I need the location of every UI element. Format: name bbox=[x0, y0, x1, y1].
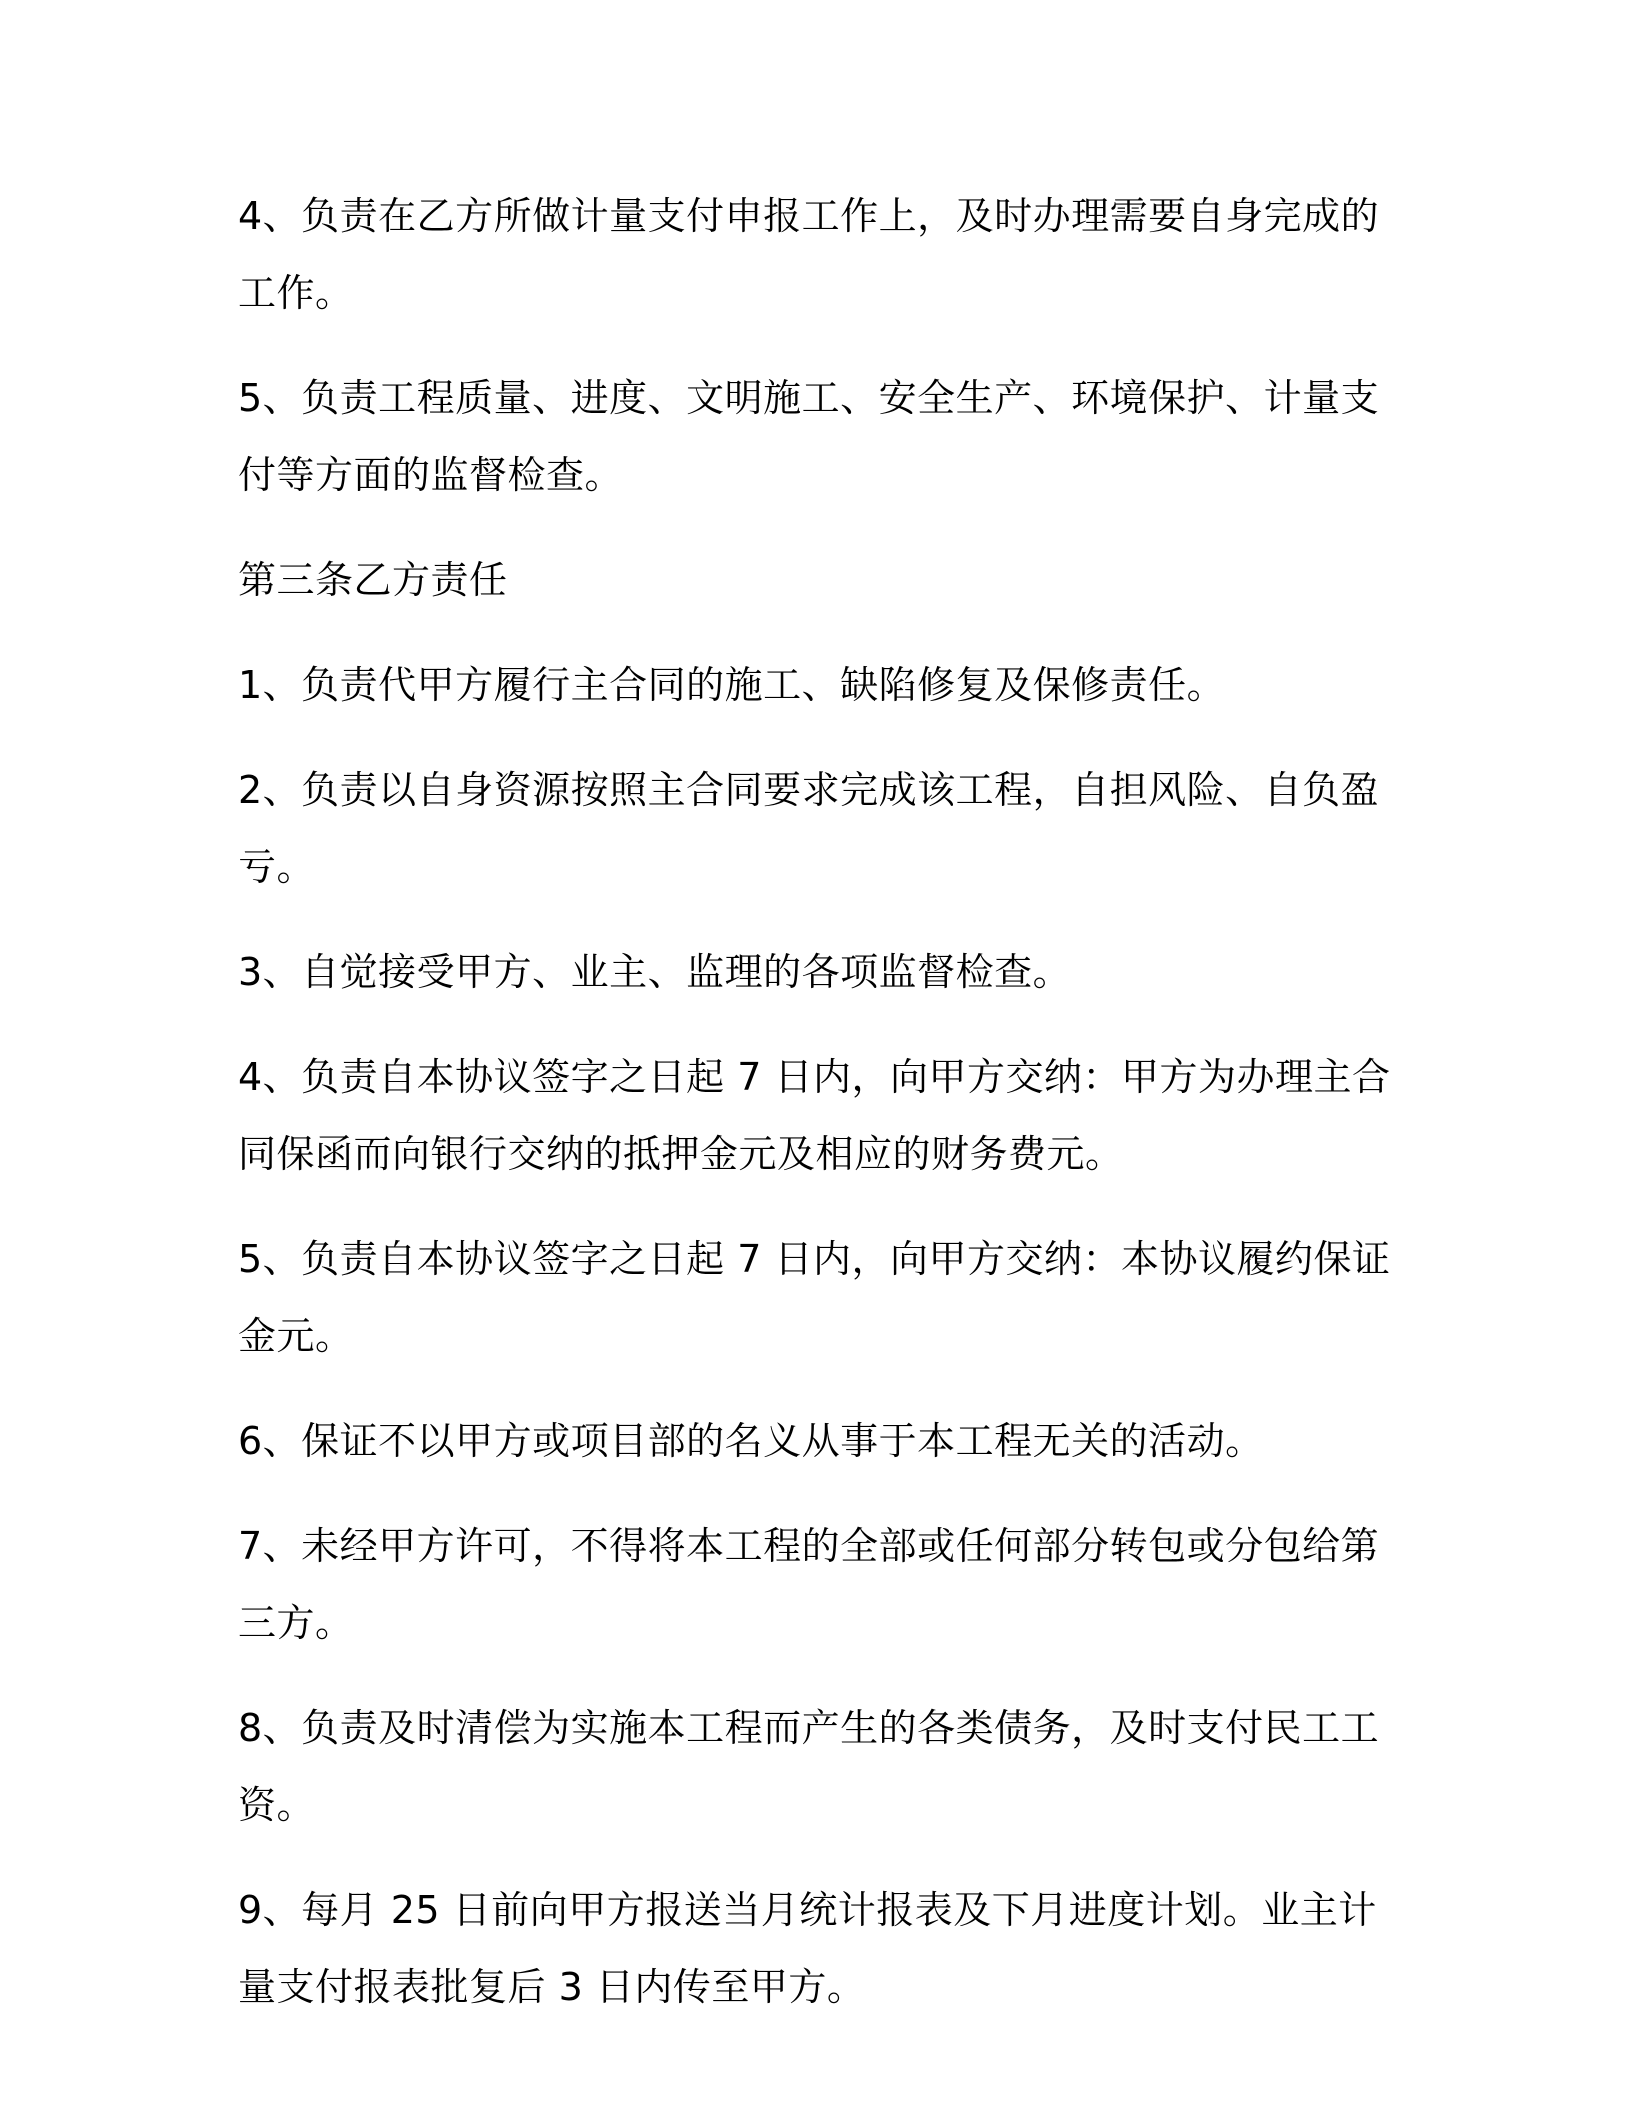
clause-party-b-1: 1、负责代甲方履行主合同的施工、缺陷修复及保修责任。 bbox=[238, 663, 1226, 707]
clause-party-b-4: 4、负责自本协议签字之日起 7 日内，向甲方交纳：甲方为办理主合同保函而向银行交纳的抵押金元及相应的财务费元。 bbox=[238, 1055, 1391, 1176]
section-heading-article-3: 第三条乙方责任 bbox=[238, 558, 508, 602]
clause-party-a-5: 5、负责工程质量、进度、文明施工、安全生产、环境保护、计量支付等方面的监督检查。 bbox=[238, 376, 1380, 497]
clause-party-a-4: 4、负责在乙方所做计量支付申报工作上，及时办理需要自身完成的工作。 bbox=[238, 194, 1380, 315]
clause-party-b-3: 3、自觉接受甲方、业主、监理的各项监督检查。 bbox=[238, 950, 1072, 994]
clause-party-b-6: 6、保证不以甲方或项目部的名义从事于本工程无关的活动。 bbox=[238, 1419, 1264, 1463]
clause-party-b-2: 2、负责以自身资源按照主合同要求完成该工程，自担风险、自负盈亏。 bbox=[238, 768, 1380, 889]
clause-party-b-9: 9、每月 25 日前向甲方报送当月统计报表及下月进度计划。业主计量支付报表批复后 3 日内传至甲方。 bbox=[238, 1888, 1377, 2009]
clause-party-b-8: 8、负责及时清偿为实施本工程而产生的各类债务，及时支付民工工资。 bbox=[238, 1706, 1380, 1827]
clause-party-b-7: 7、未经甲方许可，不得将本工程的全部或任何部分转包或分包给第三方。 bbox=[238, 1524, 1380, 1645]
clause-party-b-5: 5、负责自本协议签字之日起 7 日内，向甲方交纳：本协议履约保证金元。 bbox=[238, 1237, 1391, 1358]
document-body bbox=[238, 178, 1398, 2054]
